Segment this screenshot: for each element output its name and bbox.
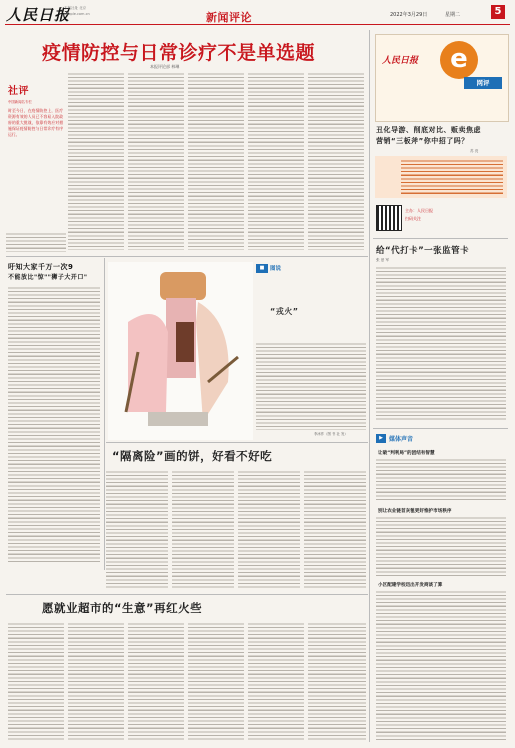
supermarket-col-4 bbox=[188, 622, 244, 740]
supermarket-col-6 bbox=[308, 622, 366, 740]
supermarket-col-2 bbox=[68, 622, 124, 740]
supermarket-col-5 bbox=[248, 622, 304, 740]
qr-promo bbox=[375, 204, 507, 234]
tushuo-tag: 图说 bbox=[270, 266, 282, 272]
tushuo-text bbox=[256, 342, 366, 430]
lead-col-3 bbox=[188, 72, 244, 250]
card-article-body bbox=[376, 266, 506, 422]
people-article-title-1: 丑化导游、削底对比、贩卖焦虑 bbox=[376, 126, 481, 134]
cartoon-drawing bbox=[108, 262, 253, 440]
issue-weekday: 星期二 bbox=[445, 12, 461, 18]
media-item-2-body bbox=[376, 516, 506, 576]
qr-text-1: 主办：人民日报 bbox=[405, 208, 433, 213]
wangping-badge: 网评 bbox=[464, 77, 502, 89]
cartoon-title: “戎火” bbox=[270, 307, 299, 316]
people-comment-header bbox=[375, 34, 509, 122]
side-article-body bbox=[8, 286, 100, 564]
lead-col-2 bbox=[128, 72, 184, 250]
people-highlight-text bbox=[401, 159, 503, 195]
sheping-tag: 社评 bbox=[8, 86, 29, 97]
supermarket-col-1 bbox=[8, 622, 64, 740]
lead-col-5 bbox=[308, 72, 364, 250]
sheping-sub: 中国新闻名专栏 bbox=[8, 100, 32, 104]
sheping-box bbox=[6, 80, 66, 230]
isolation-col-2 bbox=[172, 470, 234, 590]
cartoon-illustration bbox=[108, 262, 253, 440]
side-article-title-1: 吁知大家千万一次9 bbox=[8, 263, 74, 271]
media-item-1-body bbox=[376, 458, 506, 502]
supermarket-top-rule bbox=[6, 594, 368, 595]
isolation-article-title: “隔离险”画的饼，好看不好吃 bbox=[112, 449, 273, 463]
supermarket-article-title: 愿就业超市的“生意”再红火些 bbox=[42, 601, 203, 615]
issue-date: 2022年3月29日 bbox=[390, 12, 428, 18]
isolation-col-3 bbox=[238, 470, 300, 590]
media-item-3-title: 小区配建学校迅出开发商谈了算 bbox=[378, 583, 443, 588]
newspaper-logo: 人民日报 bbox=[6, 6, 71, 24]
media-item-2-title: 别让农业链首灰毯更好惟护市场秩序 bbox=[378, 509, 452, 514]
masthead-small-2: people.com.cn bbox=[64, 12, 90, 16]
lead-article-title: 疫情防控与日常诊疗不是单选题 bbox=[42, 42, 316, 64]
sheping-summary: 时至今日，在疫情防控上，医疗资源有效的人员已不容易入院政府的重大挑战，依靠有效应对措施保证疫情防控与日常诊疗有序运行。 bbox=[8, 108, 63, 137]
side-article-title-2: 不能放比"惊""狮子大开口" bbox=[8, 274, 88, 281]
media-item-3-body bbox=[376, 590, 506, 740]
right-rule-1 bbox=[373, 238, 508, 239]
lead-article-byline: 本报评论部 林琳 bbox=[150, 64, 180, 69]
media-item-1-title: 让破“判利局”的团结有智慧 bbox=[378, 451, 435, 456]
card-article-title: 给“代打卡”一张监管卡 bbox=[376, 246, 470, 256]
people-article-byline: 苏 亮 bbox=[470, 149, 479, 153]
page-number: 5 bbox=[491, 5, 505, 19]
e-badge-icon: e bbox=[440, 41, 478, 79]
media-sound-icon: ▶ bbox=[376, 434, 386, 443]
masthead bbox=[0, 0, 515, 30]
lead-bottom-rule bbox=[6, 256, 368, 257]
isolation-top-rule bbox=[106, 442, 368, 443]
masthead-rule bbox=[5, 24, 510, 25]
tushuo-box bbox=[256, 262, 366, 438]
media-sound-title: 媒体声音 bbox=[389, 436, 414, 443]
right-rule-2 bbox=[373, 428, 508, 429]
center-right-divider bbox=[369, 30, 370, 742]
isolation-col-1 bbox=[106, 470, 168, 590]
supermarket-col-3 bbox=[128, 622, 184, 740]
sheping-body bbox=[6, 232, 66, 252]
section-title: 新闻评论 bbox=[206, 11, 252, 24]
qr-code-icon[interactable] bbox=[377, 206, 401, 230]
lead-col-1 bbox=[68, 72, 124, 250]
side-article-divider bbox=[104, 258, 105, 570]
tushuo-icon: ■ bbox=[256, 264, 268, 273]
people-logo: 人民日报 bbox=[382, 56, 419, 66]
media-sound-header bbox=[376, 433, 506, 445]
people-article-title-2: 营销“三板斧”你中招了吗？ bbox=[376, 137, 469, 145]
cartoon-author: 李冰作（图 书 社 发） bbox=[314, 432, 348, 436]
people-highlight-box bbox=[375, 156, 507, 198]
lead-col-4 bbox=[248, 72, 304, 250]
masthead-small-1: 本报社址 北京 bbox=[64, 6, 87, 10]
isolation-col-4 bbox=[304, 470, 366, 590]
qr-text-2: 扫码关注 bbox=[405, 216, 421, 221]
card-article-byline: 张 爱 军 bbox=[376, 258, 390, 262]
